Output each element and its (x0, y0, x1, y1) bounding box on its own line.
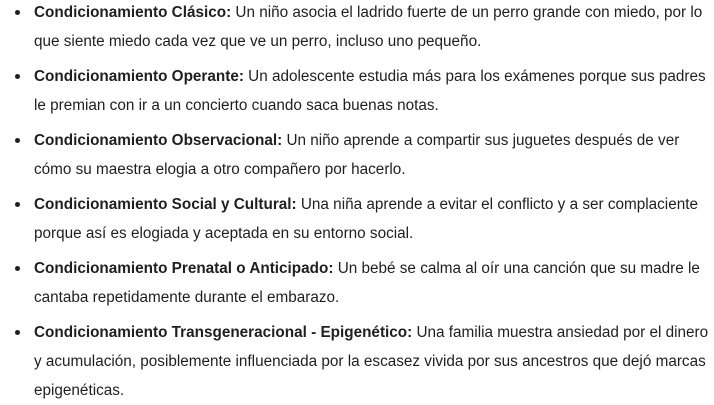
list-item-prenatal (0, 254, 714, 312)
bullet-icon (15, 330, 20, 335)
bullet-icon (15, 266, 20, 271)
list-item-classical (0, 0, 714, 56)
bullet-icon (15, 74, 20, 79)
item-description: Una niña aprende a evitar el conflicto y a ser complaciente porque así es elogiada y aceptada en su entorno social. (34, 196, 698, 242)
item-term: Condicionamiento Social y Cultural: (34, 196, 297, 213)
item-term: Condicionamiento Observacional: (34, 132, 283, 149)
bullet-icon (15, 202, 20, 207)
item-description: Una familia muestra ansiedad por el dinero y acumulación, posiblemente influenciada por la escasez vivida por sus ancestros que dejó marcas epigenéticas. (34, 324, 709, 399)
item-term: Condicionamiento Transgeneracional - Epigenético: (34, 324, 413, 341)
list-item-transgenerational (0, 318, 714, 405)
list-item-operant (0, 62, 714, 120)
list-item-observational (0, 126, 714, 184)
list-item-social-cultural (0, 190, 714, 248)
bullet-icon (15, 10, 20, 15)
item-description: Un niño asocia el ladrido fuerte de un perro grande con miedo, por lo que siente miedo cada vez que ve un perro, incluso uno pequeño. (34, 4, 703, 50)
item-term: Condicionamiento Prenatal o Anticipado: (34, 260, 334, 277)
item-description: Un adolescente estudia más para los exámenes porque sus padres le premian con ir a un concierto cuando saca buenas notas. (34, 68, 706, 114)
bullet-icon (15, 138, 20, 143)
item-description: Un bebé se calma al oír una canción que su madre le cantaba repetidamente durante el embarazo. (34, 260, 700, 306)
item-description: Un niño aprende a compartir sus juguetes después de ver cómo su maestra elogia a otro compañero por hacerlo. (34, 132, 680, 178)
item-term: Condicionamiento Clásico: (34, 4, 232, 21)
item-term: Condicionamiento Operante: (34, 68, 244, 85)
